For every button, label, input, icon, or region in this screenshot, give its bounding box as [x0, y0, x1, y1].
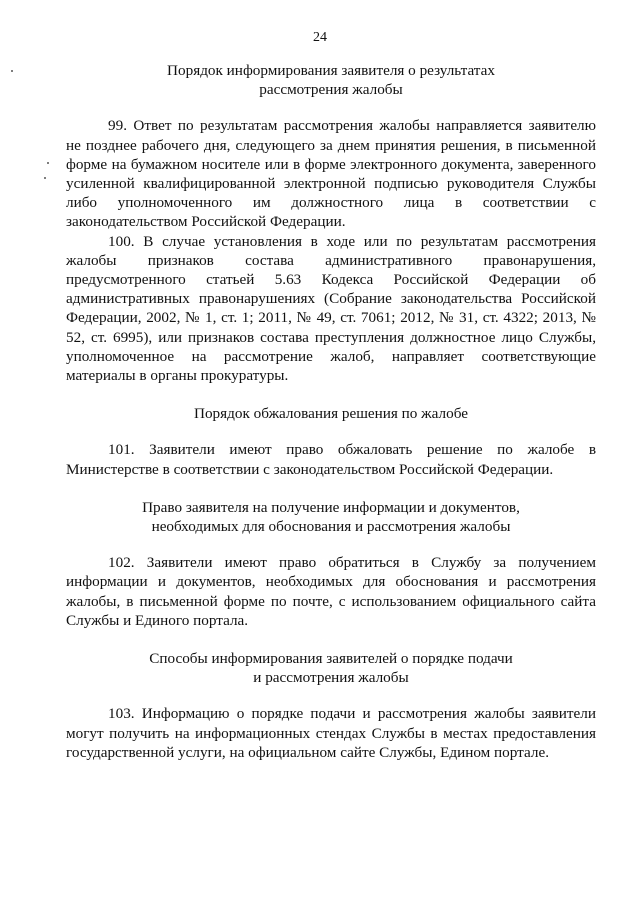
paragraph-100: 100. В случае установления в ходе или по результатам рассмотрения жалобы признаков состава административного правонарушения, предусмотренного статьей 5.63 Кодекса Российской Федерации об административных правонарушениях (Собрание законодательства Российской Федерации, 2002, № 1, ст. 1; 2011, № 49, ст. 7061; 2012, № 31, ст. 4322; 2013, № 52, ст. 6995), или признаков состава преступления должностное лицо Службы, уполномоченное на рассмотрение жалоб, направляет соответствующие материалы в органы прокуратуры. [66, 232, 596, 385]
paragraph-103: 103. Информацию о порядке подачи и рассмотрения жалобы заявители могут получить на информационных стендах Службы в местах предоставления государственной услуги, на официальном сайте Службы, Едином портале. [66, 705, 596, 761]
paragraph-101: 101. Заявители имеют право обжаловать решение по жалобе в Министерстве в соответствии с законодательством Российской Федерации. [66, 441, 596, 478]
scan-speck [47, 162, 49, 164]
scan-speck [44, 177, 46, 179]
paragraph-102: 102. Заявители имеют право обратиться в Службу за получением информации и документов, необходимых для обоснования и рассмотрения жалобы, в письменной форме по почте, с использованием официального сайта Службы и Единого портала. [66, 554, 596, 629]
paragraph-99: 99. Ответ по результатам рассмотрения жалобы направляется заявителю не позднее рабочего дня, следующего за днем принятия решения, в письменной форме на бумажном носителе или в форме электронного документа, заверенного усиленной квалифицированной электронной подписью руководителя Службы либо уполномоченного им должностного лица в соответствии с законодательством Российской Федерации. [66, 117, 596, 231]
page-number: 24 [313, 30, 327, 45]
section-heading-informing-methods: Способы информирования заявителей о порядке подачи и рассмотрения жалобы [149, 650, 513, 687]
section-heading-right-to-information: Право заявителя на получение информации и документов, необходимых для обоснования и рассмотрения жалобы [142, 498, 520, 536]
section-heading-informing-result: Порядок информирования заявителя о результатах рассмотрения жалобы [167, 62, 495, 99]
scan-speck [11, 70, 13, 72]
section-heading-appeal-order: Порядок обжалования решения по жалобе [193, 405, 468, 423]
